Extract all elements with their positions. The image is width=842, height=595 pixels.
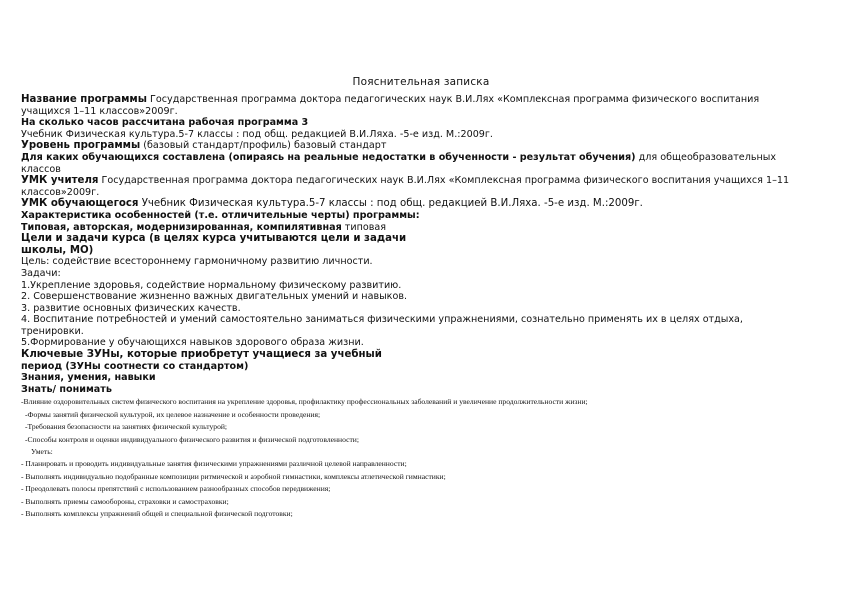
program-name-value: Государственная программа доктора педагогических наук В.И.Лях «Комплексная программа физического воспитания учащихся 1–11 классов»2009г. [21, 94, 760, 117]
serif-section [21, 396, 806, 520]
umk-student-label: УМК обучающегося [21, 198, 139, 210]
umk-teacher-label: УМК учителя [21, 175, 99, 187]
know-label: Знать/ понимать [21, 383, 112, 395]
know-item: -Формы занятий физической культурой, их целевое назначение и особенности проведения; [25, 409, 321, 419]
umk-teacher [21, 175, 806, 198]
knowledge-label: Знания, умения, навыки [21, 372, 156, 384]
can-item: - Планировать и проводить индивидуальные занятия физическими упражнениями различной целевой направленности; [21, 459, 407, 469]
tasks-label: Задачи: [21, 267, 61, 279]
features-label: Характеристика особенностей (т.е. отличительные черты) программы: [21, 209, 420, 221]
know-item: -Требования безопасности на занятиях физической культурой; [25, 422, 228, 432]
umk-student [21, 198, 806, 210]
program-name [21, 94, 806, 117]
hours-label: На сколько часов рассчитана рабочая программа 3 [21, 117, 309, 129]
goal: Цель: содействие всестороннему гармоничному развитию личности. [21, 256, 373, 268]
program-level [21, 140, 806, 152]
page-title: Пояснительная записка [352, 76, 490, 88]
know-item: -Способы контроля и оценки индивидуального физического развития и физической подготовленности; [25, 434, 359, 444]
can-item: - Выполнять индивидуально подобранные композиции ритмической и аэробной гимнастики, комплексы атлетической гимнастики; [21, 471, 446, 481]
goals-label-1: Цели и задачи курса (в целях курса учитываются цели и задачи [21, 233, 407, 245]
document-body [21, 94, 806, 521]
features-value-bold: Типовая, авторская, модернизированная, компилятивная [21, 221, 342, 233]
textbook: Учебник Физическая культура.5-7 классы : под общ. редакцией В.И.Ляха. -5-е изд. М.:2009г. [21, 128, 493, 140]
features-value: типовая [341, 221, 387, 233]
can-item: - Преодолевать полосы препятствий с использованием разнообразных способов передвижения; [21, 484, 331, 494]
for-whom-value: для общеобразовательных классов [21, 151, 776, 175]
can-label: Уметь: [31, 447, 53, 457]
umk-teacher-value: Государственная программа доктора педагогических наук В.И.Лях «Комплексная программа физического воспитания учащихся 1–11 классов»2009г. [21, 175, 790, 198]
know-item: -Влияние оздоровительных систем физического воспитания на укрепление здоровья, профилактику профессиональных заболеваний и увеличение продолжительности жизни; [21, 397, 588, 407]
task-item: 4. Воспитание потребностей и умений самостоятельно заниматься физическими упражнениями, сознательно применять их в целях отдыха, тренировки. [21, 314, 743, 337]
task-item: 5.Формирование у обучающихся навыков здорового образа жизни. [21, 337, 364, 349]
zun-label-1: Ключевые ЗУНы, которые приобретут учащиеся за учебный [21, 349, 382, 361]
umk-student-value: Учебник Физическая культура.5-7 классы : под общ. редакцией В.И.Ляха. -5-е изд. М.:2009г. [138, 198, 643, 210]
task-item: 3. развитие основных физических качеств. [21, 302, 241, 314]
for-whom-label: Для каких обучающихся составлена (опираясь на реальные недостатки в обученности - результат обучения) [21, 151, 636, 163]
program-level-label: Уровень программы [21, 140, 141, 152]
goals-label-2: школы, МО) [21, 244, 94, 256]
zun-label-2: период (ЗУНы соотнести со стандартом) [21, 360, 249, 372]
for-whom [21, 152, 806, 175]
task-item: 2. Совершенствование жизненно важных двигательных умений и навыков. [21, 291, 408, 303]
task-item: 1.Укрепление здоровья, содействие нормальному физическому развитию. [21, 279, 402, 291]
program-level-value: (базовый стандарт/профиль) базовый стандарт [140, 140, 387, 152]
features [21, 222, 806, 234]
can-item: - Выполнять комплексы упражнений общей и специальной физической подготовки; [21, 509, 293, 519]
program-name-label: Название программы [21, 94, 147, 105]
can-item: - Выполнять приемы самообороны, страховки и самостраховки; [21, 496, 229, 506]
